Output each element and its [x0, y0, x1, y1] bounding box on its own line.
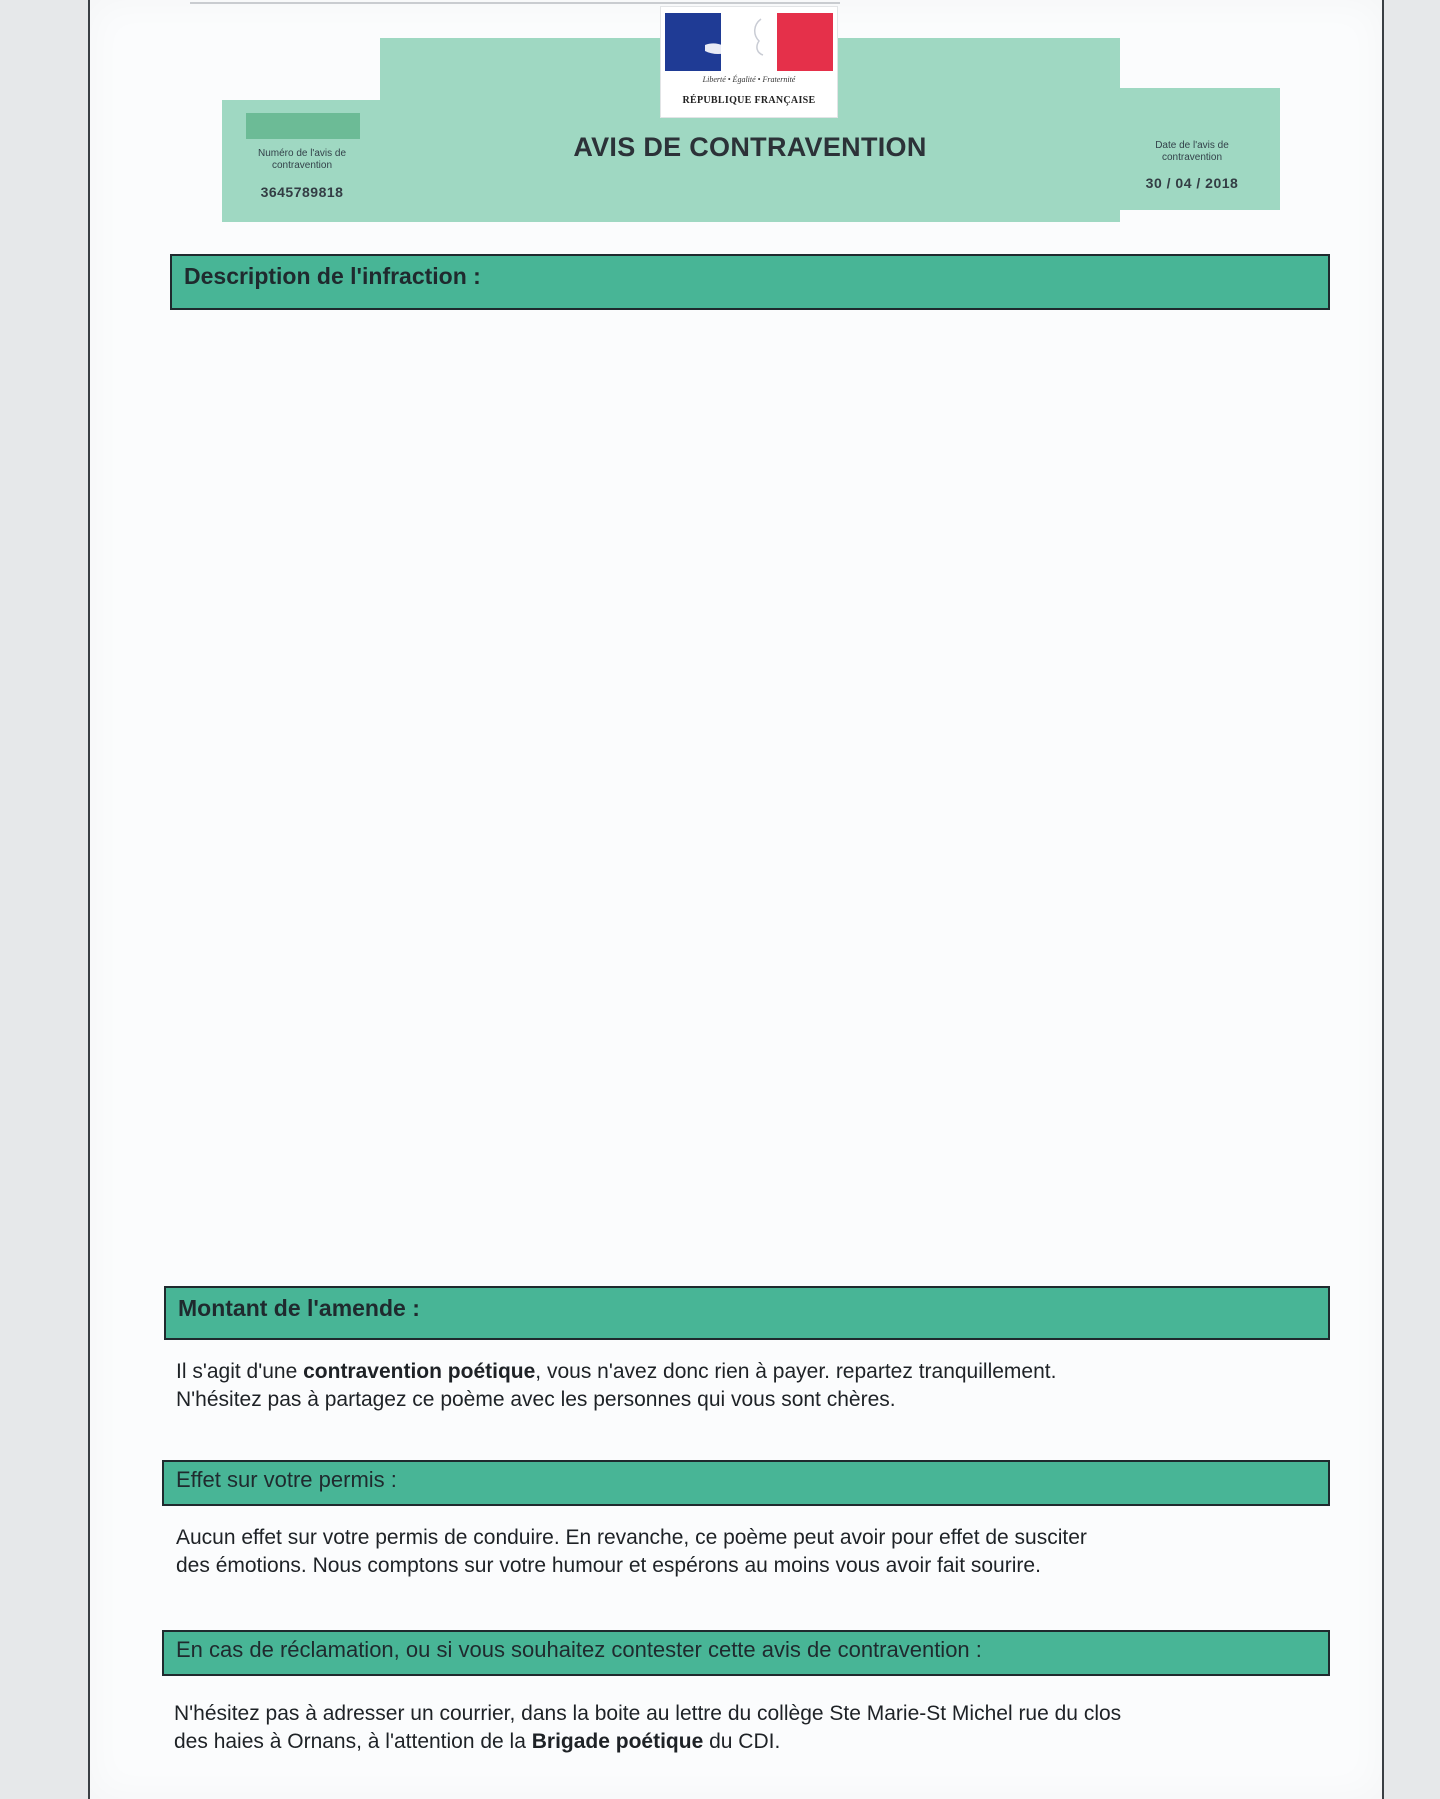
- notice-number: 3645789818: [260, 184, 344, 200]
- section-description-header: [170, 254, 1330, 310]
- marianne-flag-icon: [665, 11, 833, 73]
- text-segment: du CDI.: [703, 1730, 781, 1753]
- text-segment: des haies à Ornans, à l'attention de la: [174, 1730, 532, 1753]
- notice-date: 30 / 04 / 2018: [1145, 175, 1239, 191]
- section-claim-header: [162, 1630, 1330, 1676]
- date-label: Date de l'avis de contravention: [1155, 140, 1229, 163]
- notice-number-label: Numéro de l'avis de contravention: [257, 148, 347, 171]
- license-line-1: Aucun effet sur votre permis de conduire. En revanche, ce poème peut avoir pour effet de susciter: [176, 1526, 1087, 1549]
- section-title: Effet sur votre permis :: [176, 1467, 397, 1492]
- section-amount-header: [164, 1286, 1330, 1340]
- emphasis-text: contravention poétique: [303, 1360, 536, 1383]
- text-segment: Il s'agit d'une: [176, 1360, 304, 1383]
- republic-name: RÉPUBLIQUE FRANÇAISE: [682, 95, 816, 106]
- amount-line-1: [176, 1358, 1326, 1386]
- section-license-header: [162, 1460, 1330, 1506]
- republic-motto: Liberté • Égalité • Fraternité: [702, 75, 796, 84]
- license-line-2: des émotions. Nous comptons sur votre humour et espérons au moins vous avoir fait sourire.: [176, 1554, 1041, 1577]
- section-title: En cas de réclamation, ou si vous souhaitez contester cette avis de contravention :: [176, 1637, 982, 1662]
- claim-line-2: [174, 1728, 1330, 1756]
- claim-line-1: N'hésitez pas à adresser un courrier, dans la boite au lettre du collège Ste Marie-St Michel rue du clos: [174, 1702, 1122, 1725]
- section-title: Description de l'infraction :: [184, 263, 481, 289]
- section-title: Montant de l'amende :: [178, 1295, 420, 1321]
- page-title: AVIS DE CONTRAVENTION: [573, 132, 927, 162]
- amount-line-2: N'hésitez pas à partagez ce poème avec les personnes qui vous sont chères.: [176, 1388, 896, 1411]
- emphasis-text: Brigade poétique: [531, 1730, 704, 1753]
- license-text: [176, 1524, 1326, 1580]
- top-rule: [190, 2, 840, 4]
- claim-text: [174, 1700, 1330, 1756]
- amount-text: [176, 1358, 1326, 1414]
- text-segment: , vous n'avez donc rien à payer. repartez tranquillement.: [535, 1360, 1057, 1383]
- republique-francaise-logo: [660, 6, 838, 118]
- barcode-stub: [246, 113, 360, 139]
